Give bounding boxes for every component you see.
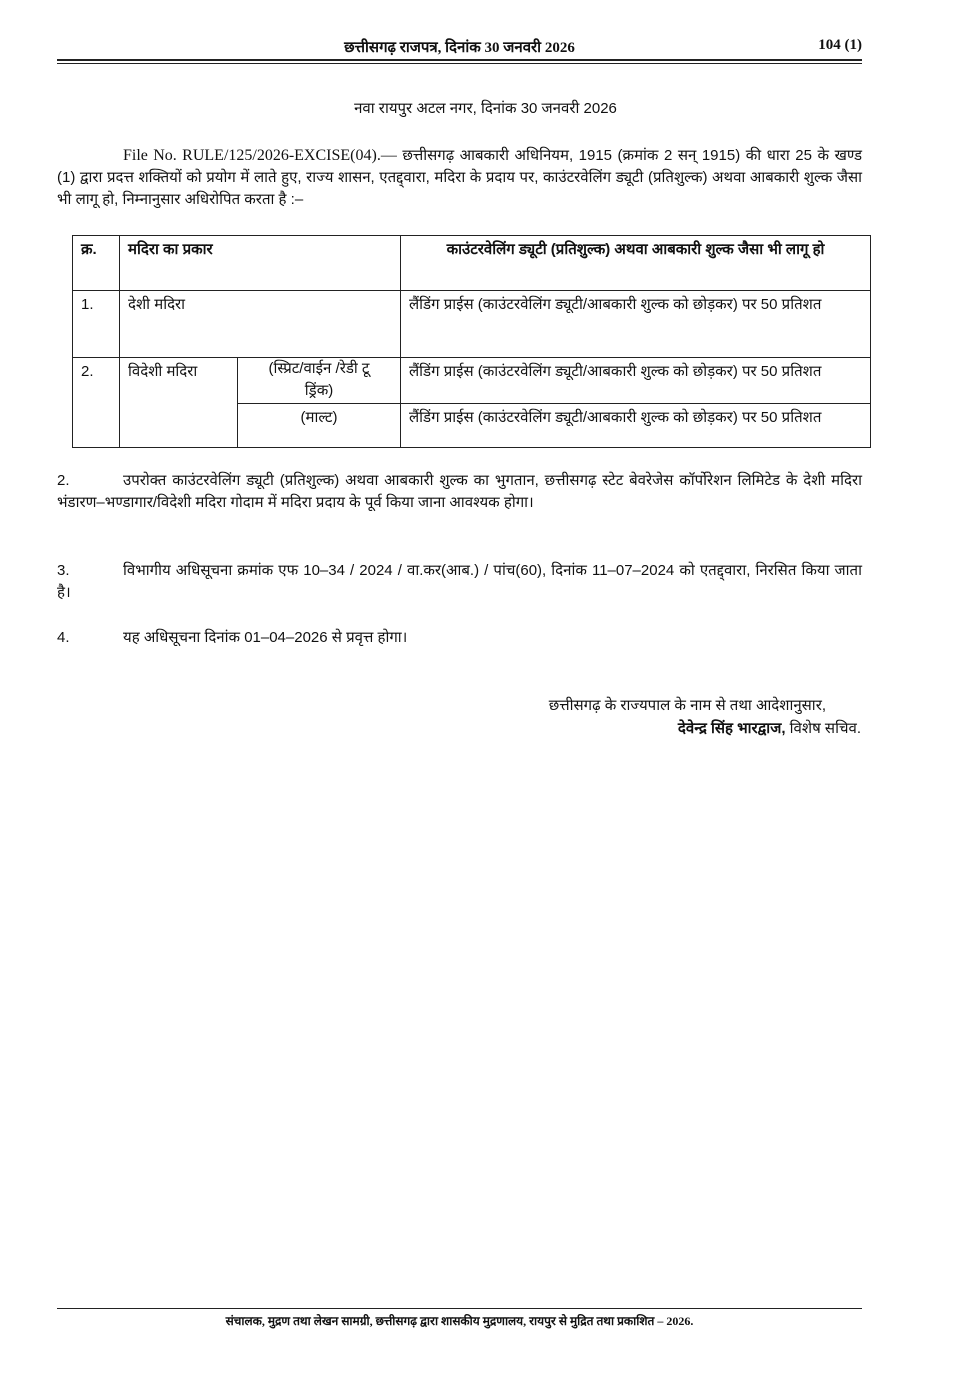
paragraph-4 <box>57 627 862 649</box>
header-rule <box>57 59 862 61</box>
row-subtype: (माल्ट) <box>238 404 401 448</box>
paragraph-number: 3. <box>57 562 70 579</box>
gazette-title: छत्तीसगढ़ राजपत्र, दिनांक 30 जनवरी 2026 <box>344 40 575 56</box>
paragraph-number: 4. <box>57 629 70 646</box>
header-type: मदिरा का प्रकार <box>120 236 401 291</box>
signature-block <box>678 717 861 740</box>
paragraph-3 <box>57 560 862 604</box>
intro-paragraph <box>57 145 862 211</box>
page-number: 104 (1) <box>818 37 862 53</box>
footer-rule <box>57 1308 862 1309</box>
footer-text: संचालक, मुद्रण तथा लेखन सामग्री, छत्तीसगढ़ द्वारा शासकीय मुद्रणालय, रायपुर से मुद्रित तथा प्रकाशित – 2026. <box>225 1314 694 1328</box>
row-duty: लैंडिंग प्राईस (काउंटरवेलिंग ड्यूटी/आबकारी शुल्क को छोड़कर) पर 50 प्रतिशत <box>401 404 871 448</box>
duty-table <box>72 235 871 448</box>
paragraph-text: यह अधिसूचना दिनांक 01–04–2026 से प्रवृत्त होगा। <box>123 629 408 646</box>
gazette-header <box>57 37 862 57</box>
intro-text: छत्तीसगढ़ आबकारी अधिनियम, 1915 (क्रमांक 2 सन् 1915) की धारा 25 के खण्ड (1) द्वारा प्रदत्त शक्तियों को प्रयोग में लाते हुए, राज्य शासन, एतद्द्वारा, मदिरा के प्रदाय पर, काउंटरवेलिंग ड्यूटी (प्रतिशुल्क) अथवा आबकारी शुल्क जैसा भी लागू हो, निम्नानुसार अधिरोपित करता है :– <box>57 147 862 208</box>
paragraph-text: उपरोक्त काउंटरवेलिंग ड्यूटी (प्रतिशुल्क) अथवा आबकारी शुल्क का भुगतान, छत्तीसगढ़ स्टेट बेवरेजेस कॉर्पोरेशन लिमिटेड के देशी मदिरा भंडारण–भण्डागार/विदेशी मदिरा गोदाम में मदिरा प्रदाय के पूर्व किया जाना आवश्यक होगा। <box>57 472 862 511</box>
signature-line: छत्तीसगढ़ के राज्यपाल के नाम से तथा आदेशानुसार, <box>548 697 826 714</box>
paragraph-2 <box>57 470 862 514</box>
header-rule-2 <box>57 63 862 64</box>
row-subtype: (स्प्रिट/वाईन /रेडी टू ड्रिंक) <box>238 358 401 404</box>
row-duty: लैंडिंग प्राईस (काउंटरवेलिंग ड्यूटी/आबकारी शुल्क को छोड़कर) पर 50 प्रतिशत <box>401 291 871 358</box>
signatory-designation: विशेष सचिव. <box>789 720 861 737</box>
file-number: File No. RULE/125/2026-EXCISE(04).— <box>123 147 397 164</box>
row-type: विदेशी मदिरा <box>120 358 238 448</box>
table-row <box>73 358 871 404</box>
row-sn: 2. <box>73 358 120 448</box>
table-header-row <box>73 236 871 291</box>
paragraph-text: विभागीय अधिसूचना क्रमांक एफ 10–34 / 2024 / वा.कर(आब.) / पांच(60), दिनांक 11–07–2024 को एतद्द्वारा, निरसित किया जाता है। <box>57 562 862 601</box>
place-date: नवा रायपुर अटल नगर, दिनांक 30 जनवरी 2026 <box>354 100 617 117</box>
paragraph-number: 2. <box>57 472 70 489</box>
row-sn: 1. <box>73 291 120 358</box>
row-duty: लैंडिंग प्राईस (काउंटरवेलिंग ड्यूटी/आबकारी शुल्क को छोड़कर) पर 50 प्रतिशत <box>401 358 871 404</box>
header-duty: काउंटरवेलिंग ड्यूटी (प्रतिशुल्क) अथवा आबकारी शुल्क जैसा भी लागू हो <box>401 236 871 291</box>
signatory-name: देवेन्द्र सिंह भारद्वाज, <box>677 720 786 737</box>
header-sn: क्र. <box>73 236 120 291</box>
table-row <box>73 291 871 358</box>
row-type: देशी मदिरा <box>120 291 401 358</box>
